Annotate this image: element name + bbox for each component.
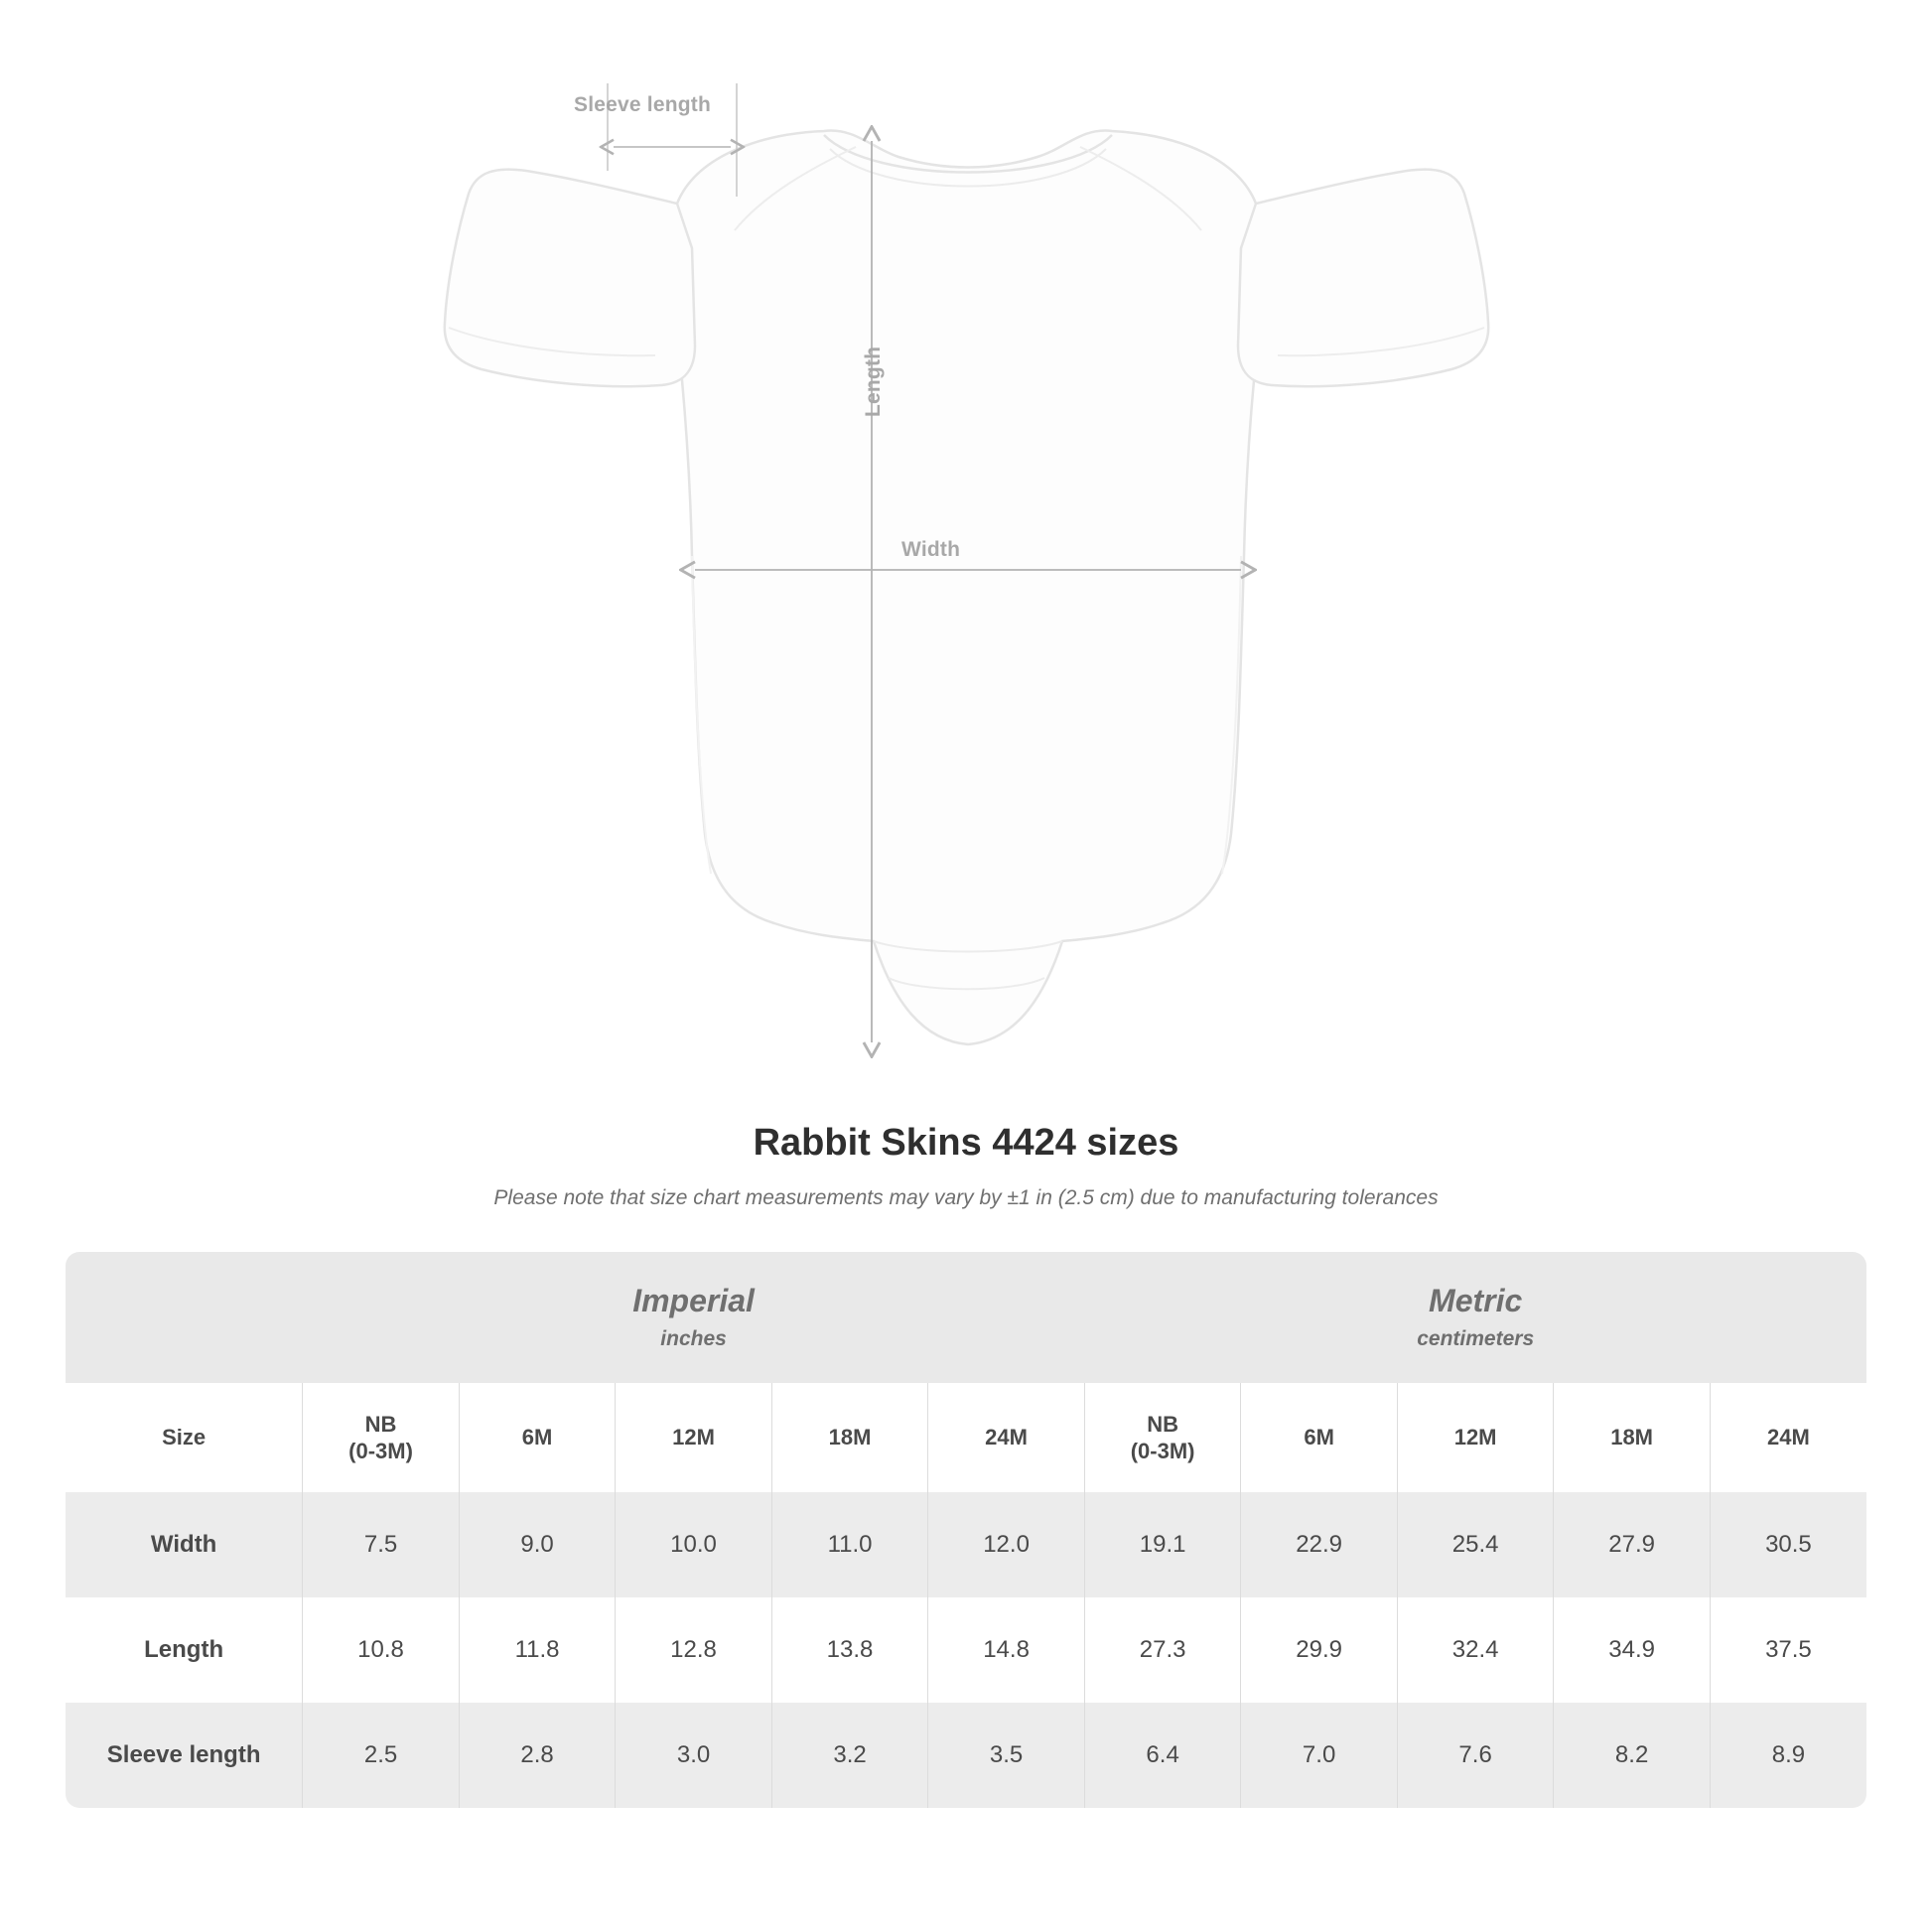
row-label-width: Width <box>66 1492 303 1597</box>
cell-sleeve-6: 7.0 <box>1241 1703 1398 1808</box>
unit-header-metric <box>1084 1252 1866 1383</box>
unit-header-blank <box>66 1252 303 1383</box>
cell-width-3: 11.0 <box>771 1492 928 1597</box>
column-header-row <box>66 1383 1866 1492</box>
cell-width-9: 30.5 <box>1710 1492 1866 1597</box>
table-row-width <box>66 1492 1866 1597</box>
size-table-wrapper <box>66 1252 1866 1808</box>
header-col-3-line1: 18M <box>828 1425 872 1450</box>
cell-length-3: 13.8 <box>771 1597 928 1703</box>
cell-length-7: 32.4 <box>1397 1597 1554 1703</box>
tolerance-note: Please note that size chart measurements may vary by ±1 in (2.5 cm) due to manufacturing tolerances <box>493 1186 1439 1209</box>
header-col-0-line2: (0-3M) <box>348 1439 413 1463</box>
sleeve-length-label: Sleeve length <box>574 93 711 116</box>
header-col-6 <box>1241 1383 1398 1492</box>
header-col-8-line1: 18M <box>1610 1425 1653 1450</box>
cell-width-8: 27.9 <box>1554 1492 1711 1597</box>
cell-sleeve-3: 3.2 <box>771 1703 928 1808</box>
header-col-9-line1: 24M <box>1767 1425 1810 1450</box>
header-col-2 <box>616 1383 772 1492</box>
table-row-length <box>66 1597 1866 1703</box>
unit-sub-metric: centimeters <box>1417 1326 1535 1350</box>
cell-length-9: 37.5 <box>1710 1597 1866 1703</box>
unit-sub-imperial: inches <box>660 1326 727 1350</box>
header-col-7-line1: 12M <box>1453 1425 1497 1450</box>
cell-width-6: 22.9 <box>1241 1492 1398 1597</box>
cell-width-5: 19.1 <box>1084 1492 1241 1597</box>
cell-sleeve-5: 6.4 <box>1084 1703 1241 1808</box>
cell-sleeve-9: 8.9 <box>1710 1703 1866 1808</box>
length-label: Length <box>862 345 885 417</box>
header-col-3 <box>771 1383 928 1492</box>
bodysuit-shape <box>445 131 1488 1044</box>
cell-sleeve-1: 2.8 <box>459 1703 616 1808</box>
cell-width-1: 9.0 <box>459 1492 616 1597</box>
header-col-5 <box>1084 1383 1241 1492</box>
header-col-9 <box>1710 1383 1866 1492</box>
header-col-0 <box>303 1383 460 1492</box>
unit-header-row <box>66 1252 1866 1383</box>
header-col-1 <box>459 1383 616 1492</box>
cell-length-0: 10.8 <box>303 1597 460 1703</box>
cell-length-2: 12.8 <box>616 1597 772 1703</box>
header-col-8 <box>1554 1383 1711 1492</box>
row-label-sleeve-length: Sleeve length <box>66 1703 303 1808</box>
cell-length-6: 29.9 <box>1241 1597 1398 1703</box>
header-col-0-line1: NB <box>364 1411 397 1437</box>
size-chart-table <box>66 1252 1866 1808</box>
cell-sleeve-4: 3.5 <box>928 1703 1085 1808</box>
cell-sleeve-2: 3.0 <box>616 1703 772 1808</box>
cell-length-8: 34.9 <box>1554 1597 1711 1703</box>
title-block <box>0 1122 1932 1210</box>
header-col-7 <box>1397 1383 1554 1492</box>
cell-width-2: 10.0 <box>616 1492 772 1597</box>
header-col-5-line1: NB <box>1147 1411 1178 1437</box>
page-title: Rabbit Skins 4424 sizes <box>753 1122 1179 1164</box>
unit-name-imperial: Imperial <box>632 1283 755 1319</box>
header-col-6-line1: 6M <box>1304 1425 1334 1450</box>
cell-width-7: 25.4 <box>1397 1492 1554 1597</box>
cell-width-4: 12.0 <box>928 1492 1085 1597</box>
table-row-sleeve-length <box>66 1703 1866 1808</box>
cell-length-4: 14.8 <box>928 1597 1085 1703</box>
header-col-4-line1: 24M <box>985 1425 1028 1450</box>
unit-name-metric: Metric <box>1429 1283 1523 1319</box>
header-col-1-line1: 6M <box>521 1425 553 1450</box>
cell-width-0: 7.5 <box>303 1492 460 1597</box>
cell-length-5: 27.3 <box>1084 1597 1241 1703</box>
cell-sleeve-0: 2.5 <box>303 1703 460 1808</box>
unit-header-imperial <box>303 1252 1085 1383</box>
cell-sleeve-7: 7.6 <box>1397 1703 1554 1808</box>
header-col-2-line1: 12M <box>672 1425 715 1450</box>
header-size: Size <box>66 1383 303 1492</box>
header-col-5-line2: (0-3M) <box>1130 1439 1195 1463</box>
cell-sleeve-8: 8.2 <box>1554 1703 1711 1808</box>
header-col-4 <box>928 1383 1085 1492</box>
row-label-length: Length <box>66 1597 303 1703</box>
width-label: Width <box>901 538 961 561</box>
cell-length-1: 11.8 <box>459 1597 616 1703</box>
